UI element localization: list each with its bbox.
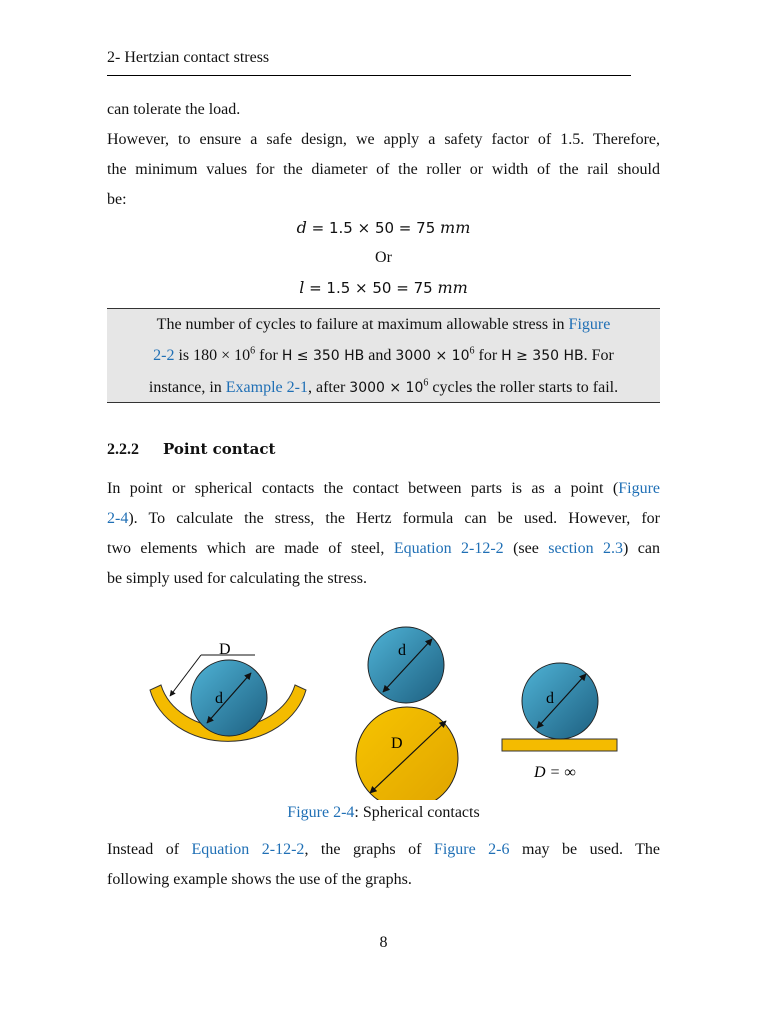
text-line: 2-4). To calculate the stress, the Hertz formula can be used. However, for — [107, 510, 660, 527]
section-number: 2.2.2 — [107, 441, 139, 458]
page-number: 8 — [379, 934, 388, 951]
header-rule — [107, 75, 631, 76]
text-line: can tolerate the load. — [107, 101, 241, 118]
example-2-1-link[interactable]: Example 2-1 — [225, 379, 308, 396]
text-line: the minimum values for the diameter of the roller or width of the rail should — [107, 161, 660, 178]
label-d: d — [398, 642, 406, 659]
figure-2-4-link-cont[interactable]: 2-4 — [107, 510, 129, 527]
label-d: d — [215, 690, 223, 707]
figure-2-4-caption-link[interactable]: Figure 2-4 — [287, 804, 355, 821]
text-line: Instead of Equation 2-12-2, the graphs of Figure 2-6 may be used. The — [107, 841, 661, 858]
paragraph-graphs — [107, 835, 660, 895]
note-line-2: 2-2 is $180 \times 10^6$ for H ≤ 350 HB and $3000 \times 10^6$ for H ≥ 350 HB. For — [153, 345, 614, 364]
figure-2-2-link[interactable]: Figure — [568, 316, 611, 333]
eq-expression: = 1.5 × 50 = 75 — [306, 219, 441, 237]
label-D: D — [391, 735, 403, 752]
label-infinity: D = ∞ — [534, 764, 576, 781]
text-line: following example shows the use of the graphs. — [107, 871, 412, 888]
note-line-3: instance, in Example 2-1, after $3000 \times 10^6$ cycles the roller starts to fail. — [148, 377, 619, 396]
ball-on-plate-diagram — [502, 663, 617, 781]
equation-2-12-2-link[interactable]: Equation 2-12-2 — [393, 540, 504, 557]
label-D: D — [219, 641, 231, 658]
text-line: be: — [107, 191, 127, 208]
large-ball-shape — [356, 707, 458, 800]
figure-2-4-link[interactable]: Figure — [618, 480, 660, 497]
equation-or: Or — [375, 249, 392, 266]
eq-variable: d — [296, 218, 307, 237]
ball-shape — [522, 663, 598, 739]
section-heading — [107, 440, 275, 459]
note-line-1: The number of cycles to failure at maximum allowable stress in Figure — [156, 316, 611, 333]
text-line: be simply used for calculating the stress. — [107, 570, 367, 587]
equation-2-12-2-link[interactable]: Equation 2-12-2 — [191, 841, 305, 858]
eq-unit: mm — [440, 218, 471, 237]
running-header: 2- Hertzian contact stress — [107, 49, 270, 66]
figure-2-2-link-cont[interactable]: 2-2 — [153, 347, 175, 364]
equation-diameter — [107, 213, 660, 244]
flat-plate-shape — [502, 739, 617, 751]
paragraph-safety-factor — [107, 95, 660, 215]
text-line: In point or spherical contacts the contact between parts is as a point (Figure — [107, 480, 660, 497]
eq-unit: mm — [437, 278, 468, 297]
spherical-contacts-figure — [0, 610, 768, 800]
eq-expression: = 1.5 × 50 = 75 — [304, 279, 438, 297]
section-2-3-link[interactable]: section 2.3 — [548, 540, 624, 557]
figure-caption: Figure 2-4: Spherical contacts — [287, 804, 480, 821]
paragraph-point-contact — [107, 474, 660, 594]
label-d: d — [546, 690, 554, 707]
section-title: Point contact — [163, 440, 276, 458]
small-ball-shape — [368, 627, 444, 703]
ball-in-cup-diagram — [150, 641, 306, 741]
text-line: two elements which are made of steel, Equation 2-12-2 (see section 2.3) can — [107, 540, 661, 557]
note-box — [107, 308, 660, 403]
two-balls-diagram — [356, 627, 458, 800]
text-line: However, to ensure a safe design, we apply a safety factor of 1.5. Therefore, — [107, 131, 660, 148]
figure-2-6-link[interactable]: Figure 2-6 — [433, 841, 510, 858]
equation-width — [107, 273, 660, 304]
eq-variable: l — [299, 278, 305, 297]
